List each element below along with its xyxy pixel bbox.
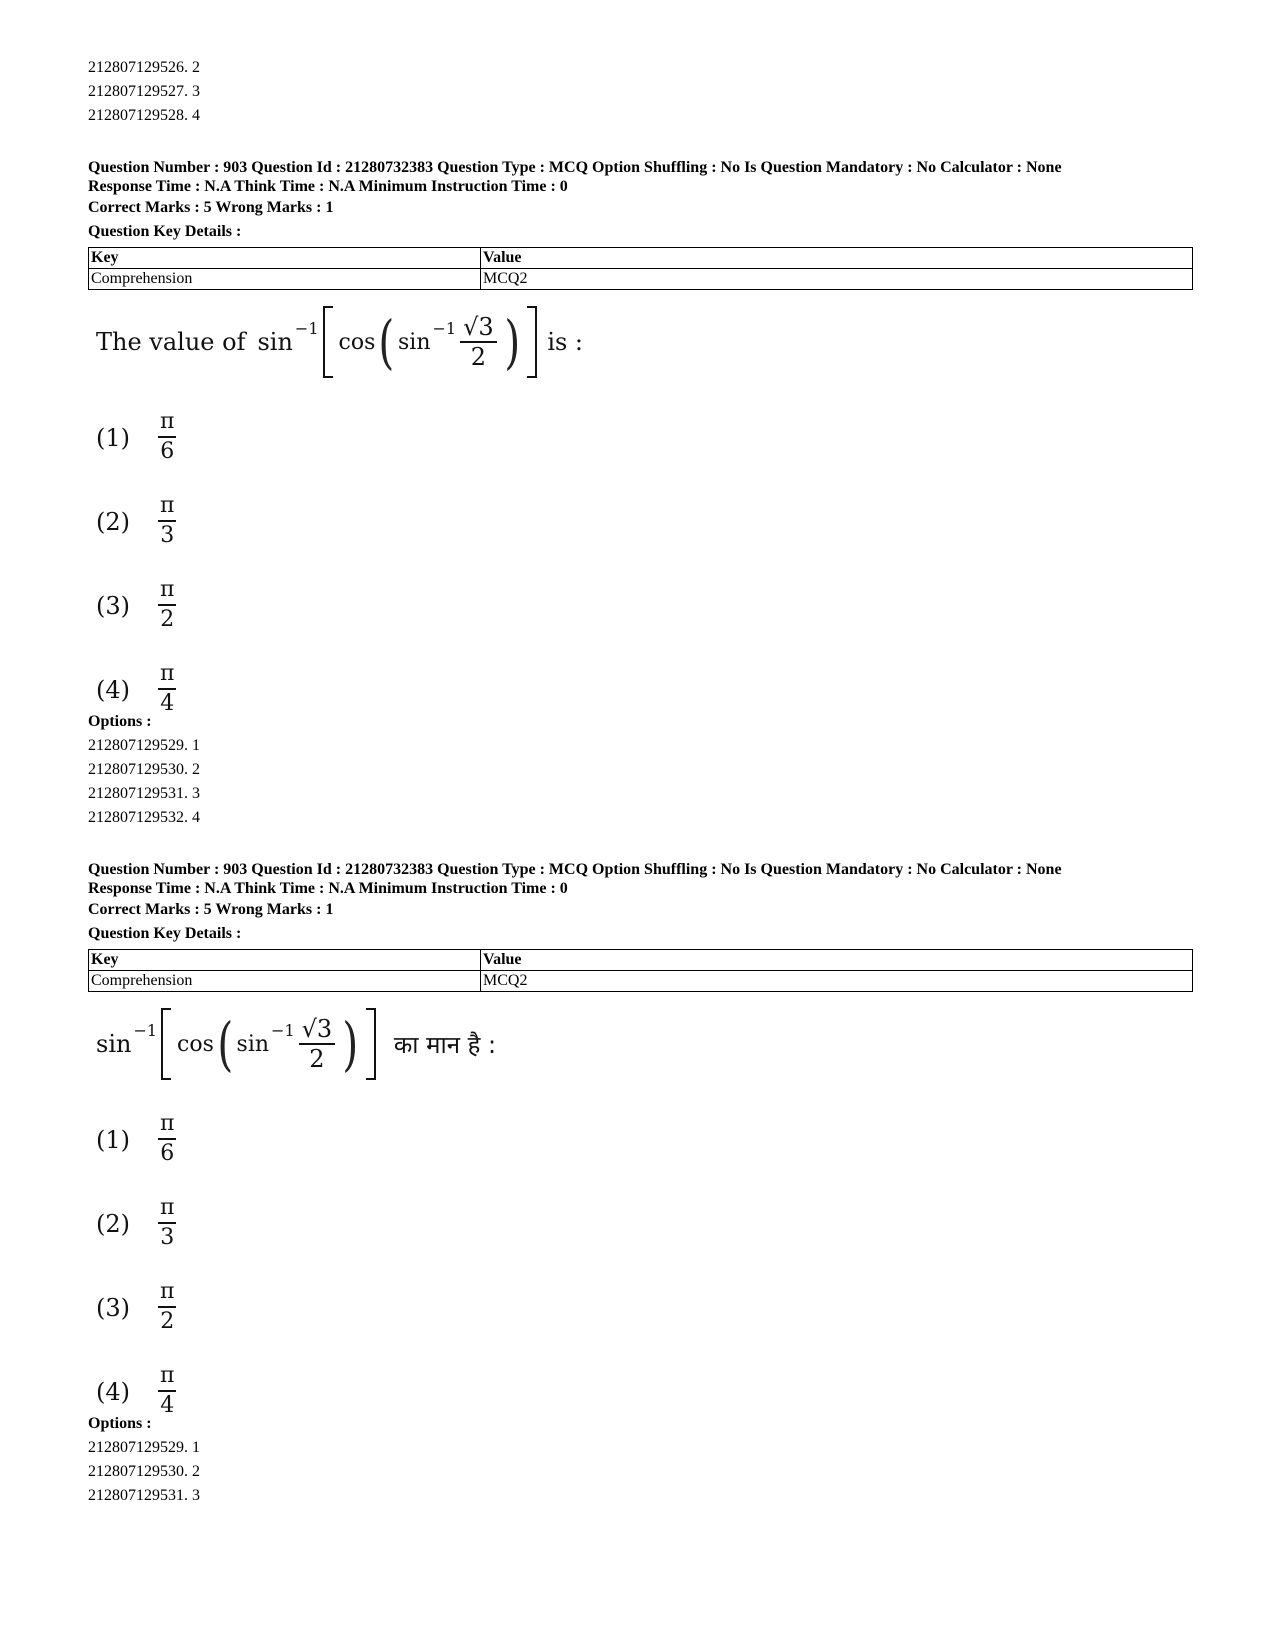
choice-denominator: 2 [160,1309,175,1334]
choice-label: (4) [96,1378,130,1406]
question-meta-line: Response Time : N.A Think Time : N.A Minimum Instruction Time : 0 [88,880,568,897]
question-suffix: is : [547,328,584,356]
expr-inverse: −1 [294,318,319,338]
choice-fraction [158,408,176,466]
expr-sin: sin [257,328,293,356]
choice-item [88,652,1188,716]
choice-label: (2) [96,1210,130,1238]
choice-numerator: π [158,408,176,438]
choice-numerator: π [158,1362,176,1392]
option-id: 212807129531. 3 [88,785,200,802]
option-id: 212807129530. 2 [88,1463,200,1480]
right-bracket [527,306,537,378]
fraction-denominator: 2 [309,1045,325,1073]
option-id: 212807129532. 4 [88,809,200,826]
expr-sin: sin [96,1030,132,1058]
choice-list [88,1102,1188,1418]
question-text [88,1004,1188,1084]
question-meta-line: Question Number : 903 Question Id : 21280732383 Question Type : MCQ Option Shuffling : No Is Question Mandatory : No Calculator : None [88,861,1062,878]
value-header: Value [481,950,1193,971]
question-text [88,302,1188,382]
expr-sin: sin [398,329,431,355]
choice-list [88,400,1188,716]
value-cell: MCQ2 [481,971,1193,992]
option-id: 212807129528. 4 [88,107,200,124]
choice-denominator: 3 [160,1225,175,1250]
value-cell: MCQ2 [481,269,1193,290]
expr-inverse: −1 [133,1020,158,1040]
choice-numerator: π [158,1110,176,1140]
choice-fraction [158,1110,176,1168]
question-prefix: The value of [96,328,246,356]
left-paren: ( [217,1010,234,1078]
choice-label: (4) [96,676,130,704]
choice-denominator: 6 [160,1141,175,1166]
marks-line: Correct Marks : 5 Wrong Marks : 1 [88,199,334,216]
option-id: 212807129531. 3 [88,1487,200,1504]
question-meta-line: Question Number : 903 Question Id : 21280732383 Question Type : MCQ Option Shuffling : No Is Question Mandatory : No Calculator : None [88,159,1062,176]
choice-denominator: 4 [160,1393,175,1418]
choice-label: (1) [96,1126,130,1154]
option-id: 212807129526. 2 [88,59,200,76]
choice-fraction [158,1362,176,1420]
option-id: 212807129527. 3 [88,83,200,100]
document-page [88,56,1188,1508]
right-bracket [366,1008,376,1080]
choice-item [88,1270,1188,1354]
choice-fraction [158,492,176,550]
choice-item [88,1354,1188,1418]
key-details-label: Question Key Details : [88,223,242,240]
key-cell: Comprehension [89,971,481,992]
question-suffix: का मान है : [393,1030,497,1059]
choice-denominator: 3 [160,523,175,548]
choice-item [88,1102,1188,1186]
choice-fraction [158,1194,176,1252]
key-value-table [88,949,1193,992]
expr-inverse: −1 [432,318,457,338]
option-id: 212807129529. 1 [88,1439,200,1456]
left-paren: ( [378,308,395,376]
choice-fraction [158,1278,176,1336]
option-id: 212807129529. 1 [88,737,200,754]
choice-numerator: π [158,1194,176,1224]
choice-denominator: 4 [160,691,175,716]
choice-label: (2) [96,508,130,536]
marks-line: Correct Marks : 5 Wrong Marks : 1 [88,901,334,918]
question-meta-line: Response Time : N.A Think Time : N.A Minimum Instruction Time : 0 [88,178,568,195]
choice-numerator: π [158,660,176,690]
choice-item [88,400,1188,484]
right-paren: ) [342,1010,359,1078]
fraction-numerator: √3 [460,313,497,343]
choice-numerator: π [158,492,176,522]
expr-cos: cos [177,1031,214,1057]
left-bracket [323,306,333,378]
key-header: Key [89,950,481,971]
choice-denominator: 6 [160,439,175,464]
choice-fraction [158,660,176,718]
question-block-hindi [88,860,1188,1508]
key-value-table [88,247,1193,290]
choice-item [88,1186,1188,1270]
choice-numerator: π [158,576,176,606]
option-id: 212807129530. 2 [88,761,200,778]
choice-denominator: 2 [160,607,175,632]
expr-fraction [460,313,497,371]
options-label: Options : [88,1415,152,1432]
choice-label: (3) [96,592,130,620]
expr-sin: sin [236,1031,270,1057]
choice-label: (1) [96,424,130,452]
right-paren: ) [504,308,520,376]
choice-item [88,484,1188,568]
top-options-list [88,56,1188,128]
expr-inverse: −1 [271,1020,295,1040]
choice-item [88,568,1188,652]
question-block-english [88,158,1188,830]
key-header: Key [89,248,481,269]
key-details-label: Question Key Details : [88,925,242,942]
value-header: Value [481,248,1193,269]
expr-cos: cos [338,329,376,355]
key-cell: Comprehension [89,269,481,290]
fraction-denominator: 2 [470,343,487,371]
options-label: Options : [88,713,152,730]
choice-label: (3) [96,1294,130,1322]
choice-fraction [158,576,176,634]
fraction-numerator: √3 [299,1015,336,1045]
left-bracket [161,1008,171,1080]
expr-fraction [299,1015,336,1073]
choice-numerator: π [158,1278,176,1308]
